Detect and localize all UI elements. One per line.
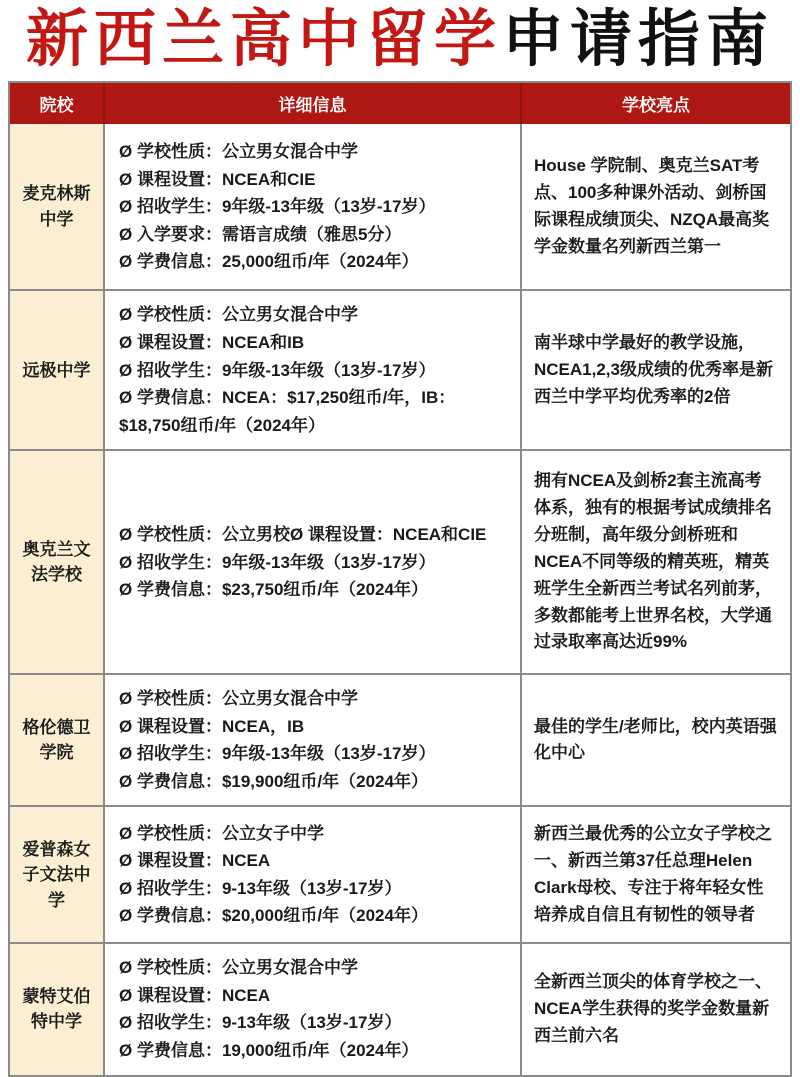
detail-line: Ø 招收学生：9年级-13年级（13岁-17岁）	[119, 552, 436, 572]
detail-line: Ø 学费信息：NCEA：$17,250纽币/年，IB：$18,750纽币/年（2024年）	[119, 388, 456, 435]
table-header-row	[10, 83, 790, 124]
highlight-text: 拥有NCEA及剑桥2套主流高考体系，独有的根据考试成绩排名分班制，高年级分剑桥班和NCEA不同等级的精英班，精英班学生全新西兰考试名列前茅，多数都能考上世界名校，大学通过录取率高达近99%	[534, 471, 772, 652]
detail-line: Ø 学校性质：公立男女混合中学	[119, 141, 358, 161]
details-cell	[105, 291, 522, 449]
schools-table	[8, 81, 792, 1076]
school-name: 爱普森女子文法中学	[22, 839, 91, 910]
details-list	[119, 820, 428, 930]
detail-line: Ø 学校性质：公立女子中学	[119, 823, 324, 843]
table-row	[10, 805, 790, 942]
highlights-cell	[522, 124, 790, 289]
detail-line: Ø 学费信息：19,000纽币/年（2024年）	[119, 1041, 419, 1061]
table-body	[10, 124, 790, 1074]
school-name-cell	[10, 124, 105, 289]
details-list	[119, 301, 506, 439]
detail-line: Ø 招收学生：9年级-13年级（13岁-17岁）	[119, 360, 436, 380]
detail-line: Ø 学费信息：$19,900纽币/年（2024年）	[119, 771, 428, 791]
detail-line: Ø 课程设置：NCEA，IB	[119, 716, 305, 736]
detail-line: Ø 招收学生：9-13年级（13岁-17岁）	[119, 1013, 402, 1033]
highlights-cell	[522, 807, 790, 942]
details-cell	[105, 124, 522, 289]
details-cell	[105, 807, 522, 942]
table-row	[10, 449, 790, 673]
highlights-cell	[522, 944, 790, 1074]
detail-line: Ø 学费信息：$23,750纽币/年（2024年）	[119, 580, 428, 600]
detail-line: Ø 招收学生：9年级-13年级（13岁-17岁）	[119, 744, 436, 764]
school-name: 格伦德卫学院	[22, 717, 91, 763]
column-header-school: 院校	[10, 83, 105, 124]
highlight-text: 最佳的学生/老师比，校内英语强化中心	[534, 716, 777, 763]
detail-line: Ø 课程设置：NCEA和CIE	[119, 169, 316, 189]
detail-line: Ø 招收学生：9年级-13年级（13岁-17岁）	[119, 197, 436, 217]
detail-line: Ø 学费信息：$20,000纽币/年（2024年）	[119, 906, 428, 926]
details-cell	[105, 944, 522, 1074]
page-title	[0, 0, 800, 81]
highlights-cell	[522, 451, 790, 673]
highlights-cell	[522, 291, 790, 449]
table-row	[10, 942, 790, 1074]
school-name: 麦克林斯中学	[22, 184, 91, 229]
detail-line: Ø 学校性质：公立男女混合中学	[119, 958, 358, 978]
detail-line: Ø 学校性质：公立男校Ø 课程设置：NCEA和CIE	[119, 525, 487, 544]
column-header-details: 详细信息	[105, 83, 522, 124]
highlight-text: 南半球中学最好的教学设施，NCEA1,2,3级成绩的优秀率是新西兰中学平均优秀率的2倍	[534, 333, 773, 406]
table-row	[10, 673, 790, 805]
details-cell	[105, 451, 522, 673]
detail-line: Ø 学校性质：公立男女混合中学	[119, 305, 358, 325]
school-name-cell	[10, 291, 105, 449]
table-row	[10, 289, 790, 449]
details-list	[119, 954, 418, 1064]
school-name: 奥克兰文法学校	[22, 539, 91, 585]
highlights-cell	[522, 675, 790, 805]
highlight-text: 新西兰最优秀的公立女子学校之一、新西兰第37任总理Helen Clark母校、专注于将年轻女性培养成自信且有韧性的领导者	[534, 824, 772, 924]
school-name-cell	[10, 675, 105, 805]
school-name-cell	[10, 451, 105, 673]
detail-line: Ø 入学要求：需语言成绩（雅思5分）	[119, 224, 402, 244]
school-name-cell	[10, 807, 105, 942]
details-list	[119, 521, 486, 604]
highlight-text: 全新西兰顶尖的体育学校之一、NCEA学生获得的奖学金数量新西兰前六名	[534, 972, 772, 1045]
detail-line: Ø 课程设置：NCEA	[119, 985, 271, 1005]
school-name-cell	[10, 944, 105, 1074]
table-row	[10, 124, 790, 289]
page-title-red-part: 新西兰高中留学	[25, 5, 502, 74]
highlight-text: House 学院制、奥克兰SAT考点、100多种课外活动、剑桥国际课程成绩顶尖、NZQA最高奖学金数量名列新西兰第一	[534, 156, 770, 256]
details-cell	[105, 675, 522, 805]
school-name: 远极中学	[22, 360, 91, 380]
details-list	[119, 138, 435, 276]
details-list	[119, 685, 435, 795]
column-header-highlights: 学校亮点	[622, 96, 690, 116]
detail-line: Ø 课程设置：NCEA	[119, 851, 271, 871]
school-name: 蒙特艾伯特中学	[22, 986, 91, 1032]
page-title-black-part: 申请指南	[502, 5, 775, 74]
detail-line: Ø 学费信息：25,000纽币/年（2024年）	[119, 252, 419, 272]
detail-line: Ø 课程设置：NCEA和IB	[119, 333, 305, 352]
detail-line: Ø 学校性质：公立男女混合中学	[119, 689, 358, 709]
detail-line: Ø 招收学生：9-13年级（13岁-17岁）	[119, 878, 402, 898]
